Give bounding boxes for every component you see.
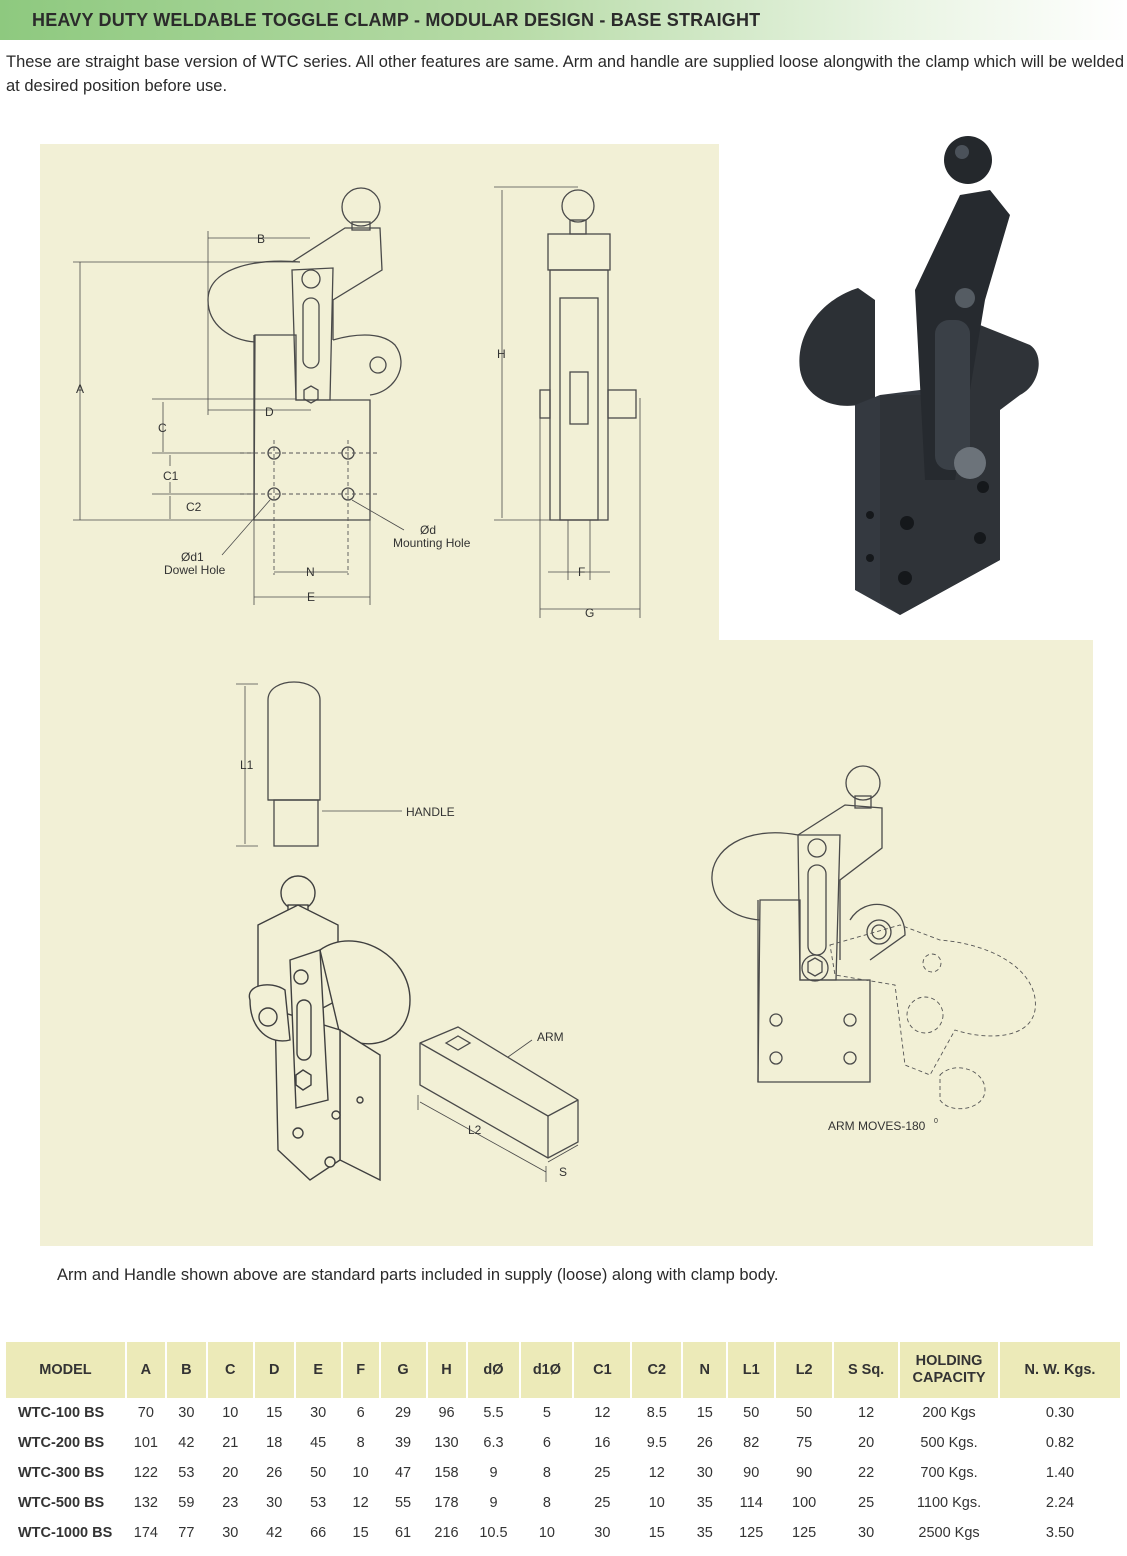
spec-table — [6, 1342, 1122, 1548]
table-cell: 6.3 — [483, 1435, 504, 1451]
spec-table-header — [6, 1342, 1121, 1398]
label-n: N — [306, 565, 315, 579]
table-cell: 25 — [858, 1495, 875, 1511]
table-cell: 6 — [542, 1435, 551, 1451]
table-cell: 16 — [594, 1435, 611, 1451]
table-cell: 8 — [542, 1495, 551, 1511]
column-header: d1Ø — [520, 1342, 573, 1398]
table-row — [6, 1458, 1121, 1488]
table-cell: 30 — [178, 1405, 195, 1421]
table-cell: 50 — [743, 1405, 760, 1421]
column-header: HOLDING CAPACITY — [899, 1342, 999, 1398]
label-d1-hole: Ød1 — [181, 550, 204, 564]
column-header: L2 — [775, 1342, 833, 1398]
table-cell: 15 — [648, 1525, 665, 1541]
table-cell: 15 — [696, 1405, 713, 1421]
column-header: dØ — [467, 1342, 521, 1398]
table-cell: 77 — [178, 1525, 195, 1541]
column-header: C2 — [631, 1342, 682, 1398]
table-cell: 9.5 — [646, 1435, 667, 1451]
model-cell: WTC-300 BS — [18, 1465, 105, 1481]
column-header: B — [166, 1342, 207, 1398]
label-arm-moves: ARM MOVES-180 — [828, 1119, 926, 1133]
label-l2: L2 — [468, 1123, 482, 1137]
column-header: F — [342, 1342, 380, 1398]
isometric-clamp-drawing — [249, 876, 410, 1180]
table-cell: 53 — [310, 1495, 327, 1511]
table-cell: 53 — [178, 1465, 195, 1481]
table-cell: 8 — [356, 1435, 365, 1451]
table-cell: 216 — [434, 1525, 459, 1541]
table-cell: 130 — [434, 1435, 459, 1451]
table-cell: 50 — [310, 1465, 327, 1481]
table-cell: 26 — [266, 1465, 283, 1481]
table-cell: 22 — [858, 1465, 875, 1481]
column-header: G — [380, 1342, 427, 1398]
table-cell: 25 — [594, 1465, 611, 1481]
table-row — [6, 1398, 1121, 1428]
table-cell: 114 — [739, 1495, 763, 1511]
table-row — [6, 1428, 1121, 1458]
label-s: S — [559, 1165, 568, 1179]
table-cell: 500 Kgs. — [920, 1435, 978, 1451]
table-cell: 90 — [796, 1465, 813, 1481]
table-cell: 50 — [796, 1405, 813, 1421]
table-cell: 75 — [796, 1435, 813, 1451]
table-cell: 125 — [792, 1525, 817, 1541]
column-header: E — [295, 1342, 342, 1398]
table-cell: 10 — [538, 1525, 555, 1541]
table-cell: 0.30 — [1045, 1405, 1075, 1421]
table-cell: 3.50 — [1045, 1525, 1075, 1541]
table-cell: 8.5 — [646, 1405, 667, 1421]
table-cell: 125 — [739, 1525, 764, 1541]
column-header: C1 — [573, 1342, 631, 1398]
table-cell: 96 — [438, 1405, 455, 1421]
table-cell: 5 — [542, 1405, 551, 1421]
table-cell: 101 — [133, 1435, 158, 1451]
table-cell: 12 — [352, 1495, 369, 1511]
table-cell: 21 — [222, 1435, 239, 1451]
table-cell: 20 — [858, 1435, 875, 1451]
label-handle: HANDLE — [406, 805, 455, 819]
table-row — [6, 1518, 1121, 1548]
spec-table-body — [6, 1398, 1121, 1548]
table-cell: 55 — [394, 1495, 412, 1511]
label-c: C — [158, 421, 167, 435]
table-cell: 90 — [743, 1465, 760, 1481]
table-cell: 30 — [310, 1405, 327, 1421]
table-cell: 35 — [696, 1495, 713, 1511]
table-cell: 174 — [133, 1525, 158, 1541]
table-cell: 42 — [266, 1525, 283, 1541]
model-cell: WTC-200 BS — [18, 1435, 105, 1451]
table-cell: 8 — [542, 1465, 551, 1481]
model-cell: WTC-500 BS — [18, 1495, 105, 1511]
label-c1: C1 — [163, 469, 179, 483]
table-cell: 23 — [222, 1495, 239, 1511]
table-cell: 42 — [178, 1435, 195, 1451]
column-header: N — [682, 1342, 727, 1398]
table-cell: 45 — [310, 1435, 327, 1451]
page-title: HEAVY DUTY WELDABLE TOGGLE CLAMP - MODULAR DESIGN - BASE STRAIGHT — [32, 10, 761, 30]
table-cell: 30 — [266, 1495, 283, 1511]
table-cell: 12 — [858, 1405, 875, 1421]
column-header: N. W. Kgs. — [999, 1342, 1121, 1398]
table-cell: 12 — [594, 1405, 611, 1421]
table-cell: 122 — [133, 1465, 158, 1481]
label-dowel-hole: Dowel Hole — [164, 563, 226, 577]
table-cell: 15 — [352, 1525, 369, 1541]
table-cell: 47 — [394, 1465, 412, 1481]
table-cell: 178 — [434, 1495, 459, 1511]
label-f: F — [578, 565, 586, 579]
column-header: H — [427, 1342, 467, 1398]
table-cell: 30 — [696, 1465, 713, 1481]
label-h: H — [497, 347, 506, 361]
table-cell: 29 — [394, 1405, 412, 1421]
intro-paragraph: These are straight base version of WTC series. All other features are same. Arm and handle are supplied loose alongwith the clamp which will be welded at desired position before use. — [6, 53, 1124, 95]
label-mounting-hole: Mounting Hole — [393, 536, 471, 550]
table-cell: 132 — [133, 1495, 158, 1511]
column-header: A — [126, 1342, 166, 1398]
table-cell: 1.40 — [1045, 1465, 1075, 1481]
table-cell: 5.5 — [483, 1405, 504, 1421]
column-header: L1 — [727, 1342, 775, 1398]
table-cell: 30 — [222, 1525, 239, 1541]
supply-note: Arm and Handle shown above are standard parts included in supply (loose) along with clamp body. — [57, 1266, 779, 1284]
table-cell: 61 — [394, 1525, 412, 1541]
label-arm: ARM — [537, 1030, 564, 1044]
label-d: D — [265, 405, 274, 419]
table-cell: 9 — [489, 1465, 498, 1481]
handle-drawing — [236, 682, 402, 846]
table-cell: 30 — [594, 1525, 611, 1541]
table-cell: 26 — [696, 1435, 713, 1451]
label-degree: 0 — [934, 1118, 938, 1125]
table-cell: 70 — [137, 1405, 154, 1421]
table-cell: 0.82 — [1045, 1435, 1075, 1451]
model-cell: WTC-1000 BS — [18, 1525, 113, 1541]
table-cell: 10.5 — [479, 1525, 508, 1541]
label-a: A — [76, 382, 85, 396]
clamp-photo — [799, 136, 1038, 615]
table-cell: 100 — [792, 1495, 817, 1511]
column-header: MODEL — [6, 1342, 126, 1398]
arm-drawing — [418, 1027, 578, 1182]
table-cell: 158 — [434, 1465, 459, 1481]
table-cell: 10 — [222, 1405, 239, 1421]
table-cell: 2.24 — [1045, 1495, 1075, 1511]
column-header: S Sq. — [833, 1342, 899, 1398]
table-cell: 15 — [266, 1405, 283, 1421]
table-cell: 30 — [858, 1525, 875, 1541]
table-cell: 12 — [648, 1465, 665, 1481]
table-cell: 10 — [648, 1495, 665, 1511]
table-cell: 18 — [266, 1435, 283, 1451]
label-l1: L1 — [240, 758, 254, 772]
table-cell: 20 — [222, 1465, 239, 1481]
table-cell: 6 — [356, 1405, 365, 1421]
table-cell: 59 — [178, 1495, 195, 1511]
side-view-drawing — [494, 187, 640, 618]
model-cell: WTC-100 BS — [18, 1405, 105, 1421]
table-cell: 200 Kgs — [922, 1405, 976, 1421]
label-g: G — [585, 606, 595, 620]
column-header: C — [207, 1342, 254, 1398]
table-row — [6, 1488, 1121, 1518]
table-cell: 25 — [594, 1495, 611, 1511]
arm-movement-drawing — [712, 766, 1036, 1109]
table-cell: 39 — [394, 1435, 412, 1451]
label-e: E — [307, 590, 316, 604]
table-cell: 35 — [696, 1525, 713, 1541]
label-b: B — [257, 232, 266, 246]
table-cell: 1100 Kgs. — [916, 1495, 982, 1511]
table-cell: 2500 Kgs — [918, 1525, 980, 1541]
label-c2: C2 — [186, 500, 202, 514]
label-d-hole: Ød — [420, 523, 437, 537]
table-cell: 700 Kgs. — [920, 1465, 978, 1481]
table-cell: 10 — [352, 1465, 369, 1481]
front-view-drawing — [73, 188, 404, 605]
table-cell: 82 — [743, 1435, 760, 1451]
table-cell: 9 — [489, 1495, 498, 1511]
table-cell: 66 — [310, 1525, 327, 1541]
column-header: D — [254, 1342, 295, 1398]
